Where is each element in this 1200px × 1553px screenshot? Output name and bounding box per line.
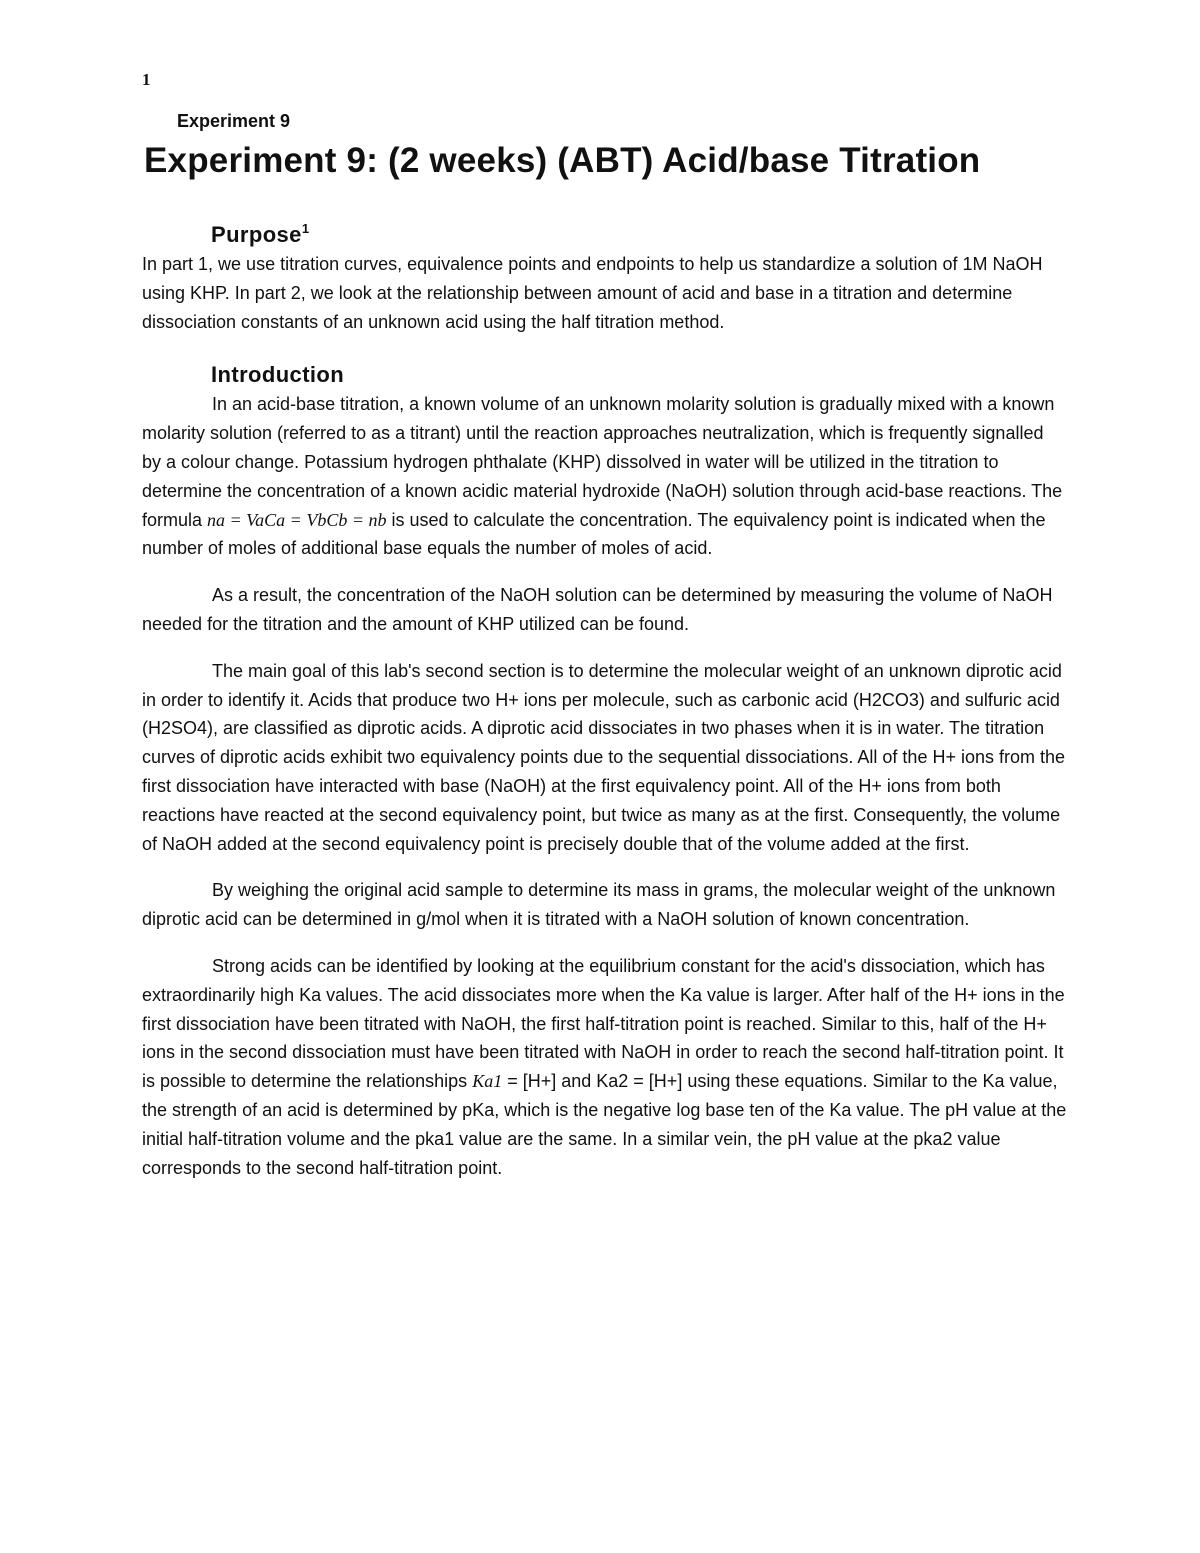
document-body	[142, 214, 1067, 1182]
introduction-heading: Introduction	[211, 362, 345, 388]
introduction-paragraph-5	[142, 952, 1067, 1182]
introduction-paragraph-3: The main goal of this lab's second section is to determine the molecular weight of an unknown diprotic acid in order to identify it. Acids that produce two H+ ions per molecule, such as carbonic acid (H2CO3) and sulfuric acid (H2SO4), are classified as diprotic acids. A diprotic acid dissociates in two phases when it is in water. The titration curves of diprotic acids exhibit two equivalency points due to the sequential dissociations. All of the H+ ions from the first dissociation have interacted with base (NaOH) at the first equivalency point. All of the H+ ions from both reactions have reacted at the second equivalency point, but twice as many as at the first. Consequently, the volume of NaOH added at the second equivalency point is precisely double that of the volume added at the first.	[142, 660, 1066, 854]
introduction-paragraph-2: As a result, the concentration of the NaOH solution can be determined by measuring the volume of NaOH needed for the titration and the amount of KHP utilized can be found.	[142, 585, 1053, 634]
purpose-heading	[211, 214, 1067, 250]
ka1-formula: Ka1	[472, 1071, 503, 1092]
introduction-paragraph-1	[142, 390, 1067, 563]
footnote-mark: 1	[301, 221, 310, 236]
paragraph-1-text-a: In an acid-base titration, a known volume of an unknown molarity solution is gradually mixed with a known molarity solution (referred to as a titrant) until the reaction approaches neutralization, which is frequently signalled by a colour change. Potassium hydrogen phthalate (KHP) dissolved in water will be utilized in the titration to determine the concentration of a known acidic material hydroxide (NaOH) solution through acid-base reactions. The formula	[142, 394, 1063, 530]
document-title: Experiment 9: (2 weeks) (ABT) Acid/base Titration	[144, 141, 981, 180]
page-number: 1	[142, 70, 151, 89]
paragraph-5-text-b: = [H+] and Ka2 = [H+] using these equations. Similar to the Ka value, the strength of an acid is determined by pKa, which is the negative log base ten of the Ka value. The pH value at the initial half-titration volume and the pka1 value are the same. In a similar vein, the pH value at the pka2 value corresponds to the second half-titration point.	[142, 1071, 1067, 1178]
purpose-paragraph: In part 1, we use titration curves, equivalence points and endpoints to help us standardize a solution of 1M NaOH using KHP. In part 2, we look at the relationship between amount of acid and base in a titration and determine dissociation constants of an unknown acid using the half titration method.	[142, 254, 1043, 332]
introduction-paragraph-4: By weighing the original acid sample to determine its mass in grams, the molecular weight of the unknown diprotic acid can be determined in g/mol when it is titrated with a NaOH solution of known concentration.	[142, 880, 1056, 930]
titration-formula: na = VaCa = VbCb = nb	[207, 509, 387, 530]
paragraph-5-text-a: Strong acids can be identified by looking at the equilibrium constant for the acid's dissociation, which has extraordinarily high Ka values. The acid dissociates more when the Ka value is larger. After half of the H+ ions in the first dissociation have been titrated with NaOH, the first half-titration point is reached. Similar to this, half of the H+ ions in the second dissociation must have been titrated with NaOH in order to reach the second half-titration point. It is possible to determine the relationships	[142, 955, 1065, 1092]
paragraph-1-text-b: is used to calculate the concentration. The equivalency point is indicated when the number of moles of additional base equals the number of moles of acid.	[142, 509, 1046, 559]
purpose-heading-text: Purpose	[211, 222, 302, 247]
running-header: Experiment 9	[177, 111, 291, 131]
